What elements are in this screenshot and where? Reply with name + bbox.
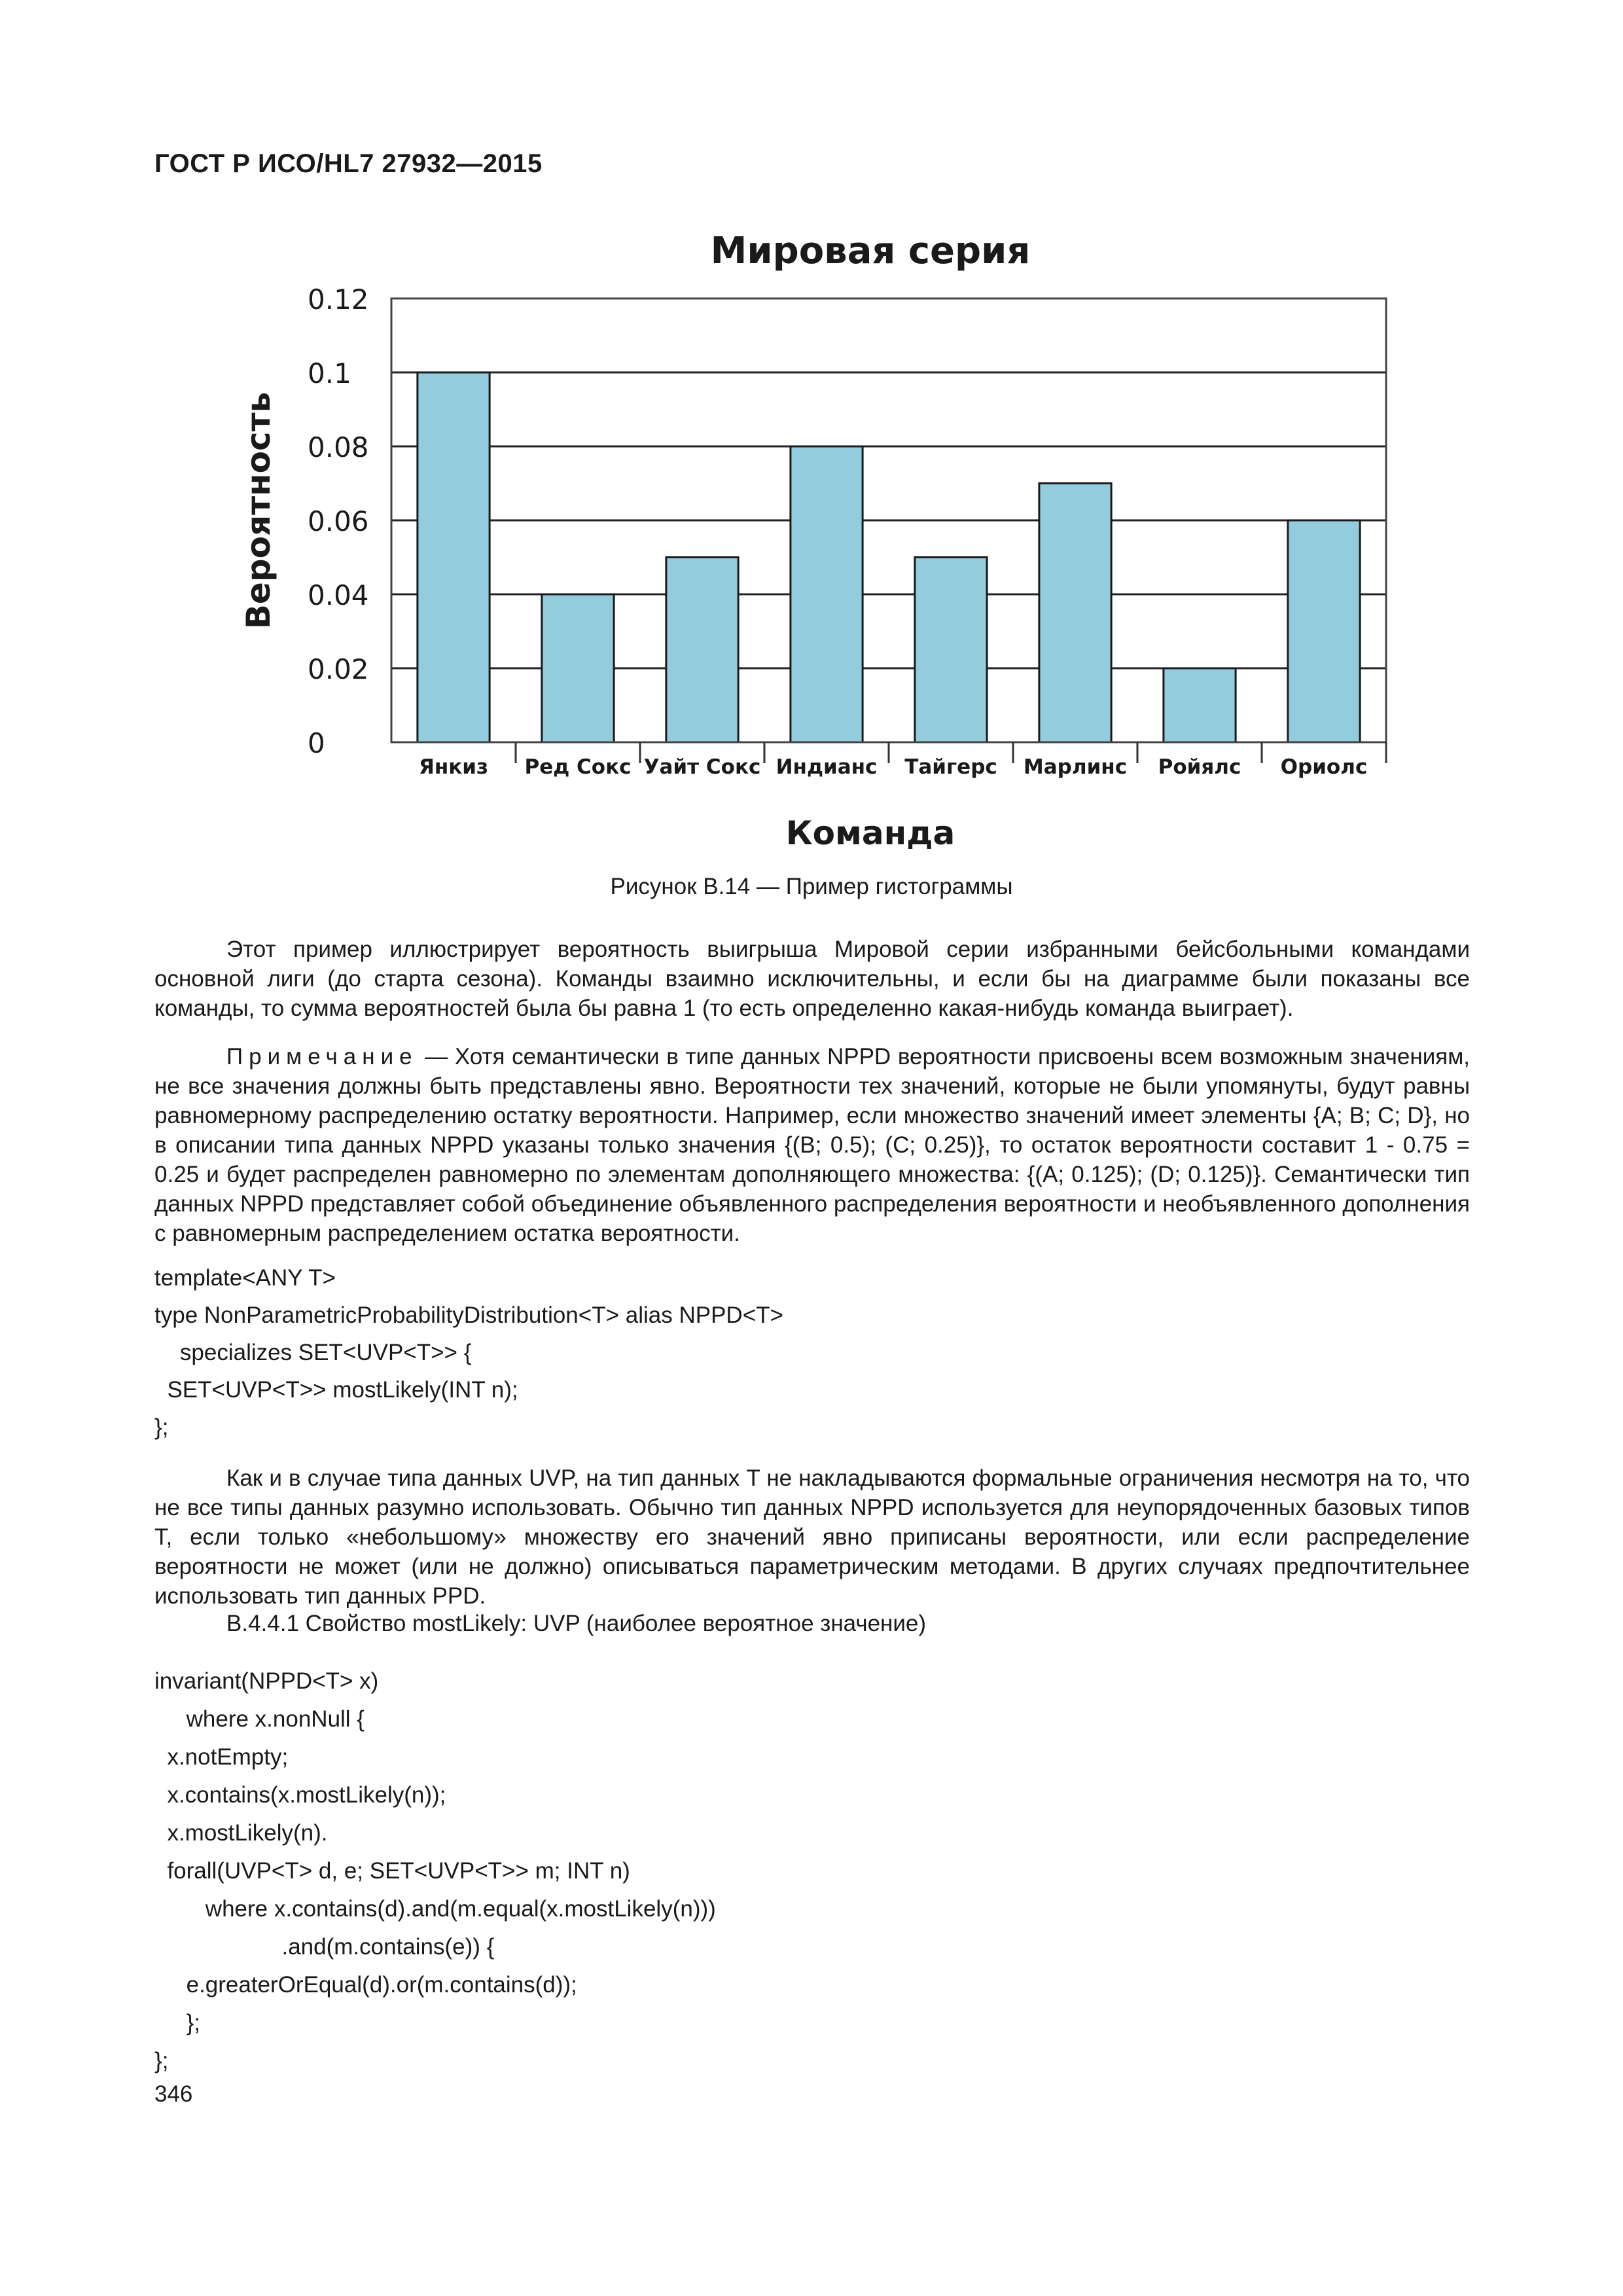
- code-line: .and(m.contains(e)) {: [154, 1934, 495, 1960]
- code-line: x.contains(x.mostLikely(n));: [154, 1782, 446, 1808]
- bar: [1164, 668, 1236, 742]
- x-tick-label: Марлинс: [1023, 755, 1128, 779]
- bar: [915, 558, 987, 743]
- chart-x-tick-labels: [419, 755, 1367, 779]
- y-tick-label: 0.06: [308, 505, 369, 537]
- note-paragraph: [154, 1042, 1470, 1248]
- y-tick-label: 0: [308, 727, 325, 759]
- code-line: x.notEmpty;: [154, 1744, 289, 1770]
- code-line: specializes SET<UVP<T>> {: [154, 1340, 472, 1365]
- x-tick-label: Ройялс: [1158, 755, 1241, 779]
- code-line: SET<UVP<T>> mostLikely(INT n);: [154, 1377, 518, 1403]
- code-line: where x.contains(d).and(m.equal(x.mostLikely(n))): [154, 1896, 716, 1922]
- chart-axes: [391, 298, 1386, 763]
- code-line: };: [154, 2048, 169, 2073]
- y-tick-label: 0.1: [308, 357, 351, 389]
- bar: [1039, 484, 1111, 743]
- chart-gridlines: [391, 372, 1386, 668]
- chart-title: Мировая серия: [710, 230, 1031, 272]
- x-tick-label: Ориолс: [1280, 755, 1368, 779]
- note-label: Примечание: [226, 1044, 418, 1069]
- chart-y-tick-labels: [308, 283, 369, 759]
- paragraph-intro: Этот пример иллюстрирует вероятность выигрыша Мировой серии избранными бейсбольными командами основной лиги (до старта сезона). Команды взаимно исключительны, и если бы на диаграмме были показаны все команды, то сумма вероятностей была бы равна 1 (то есть определенно какая-нибудь команда выиграет).: [154, 937, 1470, 1021]
- y-tick-label: 0.02: [308, 653, 369, 685]
- chart-x-axis-label: Команда: [785, 814, 955, 852]
- code-line: type NonParametricProbabilityDistribution<T> alias NPPD<T>: [154, 1302, 783, 1328]
- chart-y-axis-label: Вероятность: [240, 391, 277, 630]
- y-tick-label: 0.12: [308, 283, 369, 315]
- x-tick-label: Уайт Сокс: [643, 755, 761, 779]
- histogram-chart: [0, 0, 1623, 870]
- x-tick-label: Тайгерс: [904, 755, 997, 779]
- code-line: invariant(NPPD<T> x): [154, 1668, 379, 1694]
- code-line: };: [154, 1414, 169, 1440]
- chart-bars: [418, 372, 1360, 742]
- y-tick-label: 0.04: [308, 579, 369, 611]
- bar: [542, 594, 614, 742]
- x-tick-label: Янкиз: [418, 755, 489, 779]
- code-line: template<ANY T>: [154, 1265, 336, 1291]
- code-line: e.greaterOrEqual(d).or(m.contains(d));: [154, 1972, 577, 1998]
- code-line: forall(UVP<T> d, e; SET<UVP<T>> m; INT n): [154, 1858, 630, 1884]
- x-tick-label: Индианс: [776, 755, 878, 779]
- figure-caption: Рисунок В.14 — Пример гистограммы: [610, 874, 1013, 899]
- bar: [1288, 520, 1360, 742]
- page-number: 346: [154, 2081, 193, 2107]
- paragraph-usage: Как и в случае типа данных UVP, на тип данных T не накладываются формальные ограничения несмотря на то, что не все типы данных разумно использовать. Обычно тип данных NPPD используется для неупорядоченных базовых типов T, если только «небольшому» множеству его значений явно приписаны вероятности, или если распределение вероятности не может (или не должно) описываться параметрическим методами. В других случаях предпочтительнее использовать тип данных PPD.: [154, 1465, 1470, 1609]
- note-text: — Хотя семантически в типе данных NPPD вероятности присвоены всем возможным значениям, не все значения должны быть представлены явно. Вероятности тех значений, которые не были упомянуты, будут равны равномерному распределению остатку вероятности. Например, если множество значений имеет элементы {A; B; C; D}, но в описании типа данных NPPD указаны только значения {(B; 0.5); (C; 0.25)}, то остаток вероятности составит 1 - 0.75 = 0.25 и будет распределен равномерно по элементам дополняющего множества: {(A; 0.125); (D; 0.125)}. Семантически тип данных NPPD представляет собой объединение объявленного распределения вероятности и необъявленного дополнения с равномерным распределением остатка вероятности.: [154, 1044, 1470, 1246]
- section-heading-mostlikely: В.4.4.1 Свойство mostLikely: UVP (наиболее вероятное значение): [226, 1611, 927, 1636]
- code-block-nppd-definition: [154, 1259, 783, 1446]
- code-line: };: [154, 2010, 201, 2036]
- code-line: x.mostLikely(n).: [154, 1820, 328, 1846]
- code-block-invariant: [154, 1662, 716, 2080]
- bar: [791, 446, 863, 742]
- document-header: ГОСТ Р ИСО/HL7 27932—2015: [154, 149, 543, 178]
- bar: [666, 558, 738, 743]
- y-tick-label: 0.08: [308, 431, 369, 463]
- code-line: where x.nonNull {: [154, 1706, 365, 1732]
- bar: [418, 372, 490, 742]
- x-tick-label: Ред Сокс: [524, 755, 632, 779]
